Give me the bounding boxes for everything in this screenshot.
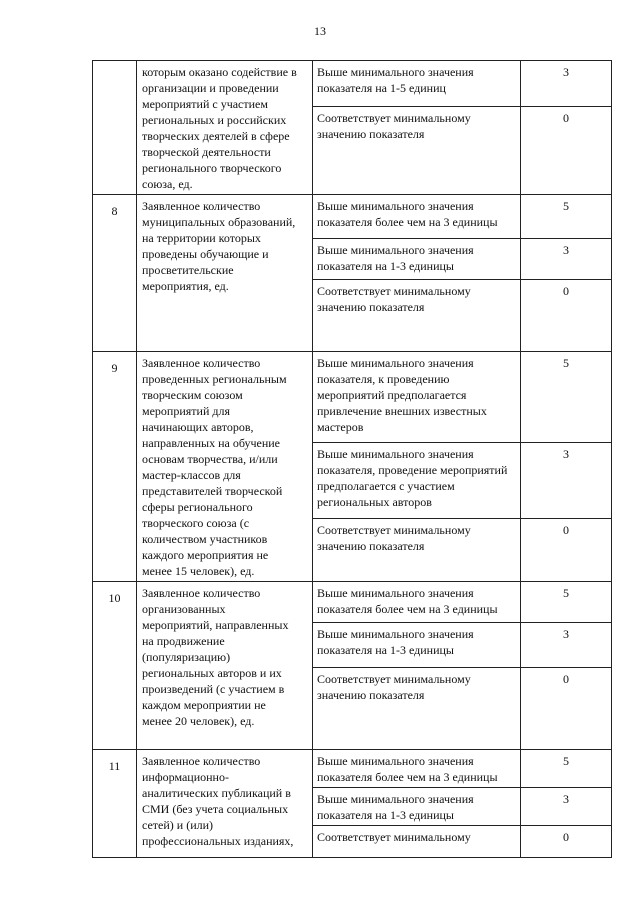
points-value: 3 (521, 61, 612, 107)
points-value: 5 (521, 195, 612, 239)
condition-text: Соответствует минимальному значению показателя (313, 280, 521, 352)
condition-text: Соответствует минимальному (313, 826, 521, 858)
condition-text: Выше минимального значения показателя, проведение мероприятий предполагается с участием региональных авторов (313, 442, 521, 518)
criterion-name: Заявленное количество информационно- аналитических публикаций в СМИ (без учета социальных сетей) и (или) профессиональных изданиях, (137, 750, 313, 858)
condition-text: Выше минимального значения показателя на 1-3 единицы (313, 239, 521, 280)
points-value: 0 (521, 280, 612, 352)
condition-text: Соответствует минимальному значению показателя (313, 668, 521, 750)
table-row (93, 352, 612, 443)
points-value: 5 (521, 750, 612, 788)
criteria-table-body (93, 61, 612, 858)
table-row (93, 195, 612, 239)
row-number: 9 (93, 352, 137, 582)
row-number: 10 (93, 582, 137, 750)
table-row (93, 750, 612, 788)
condition-text: Соответствует минимальному значению показателя (313, 107, 521, 195)
criterion-name: которым оказано содействие в организации и проведении мероприятий с участием региональных и российских творческих деятелей в сфере творческой деятельности регионального творческого союза, ед. (137, 61, 313, 195)
points-value: 0 (521, 826, 612, 858)
condition-text: Выше минимального значения показателя более чем на 3 единицы (313, 195, 521, 239)
points-value: 5 (521, 582, 612, 623)
points-value: 0 (521, 518, 612, 581)
condition-text: Выше минимального значения показателя, к проведению мероприятий предполагается привлечение внешних известных мастеров (313, 352, 521, 443)
points-value: 3 (521, 239, 612, 280)
condition-text: Выше минимального значения показателя на 1-3 единицы (313, 788, 521, 826)
criterion-name: Заявленное количество муниципальных образований, на территории которых проведены обучающие и просветительские мероприятия, ед. (137, 195, 313, 352)
points-value: 5 (521, 352, 612, 443)
row-number (93, 61, 137, 195)
points-value: 3 (521, 442, 612, 518)
table-row (93, 61, 612, 107)
condition-text: Выше минимального значения показателя на 1-3 единицы (313, 623, 521, 668)
row-number: 11 (93, 750, 137, 858)
points-value: 3 (521, 788, 612, 826)
condition-text: Выше минимального значения показателя более чем на 3 единицы (313, 750, 521, 788)
table-row (93, 582, 612, 623)
points-value: 3 (521, 623, 612, 668)
condition-text: Выше минимального значения показателя на 1-5 единиц (313, 61, 521, 107)
criteria-table (92, 60, 612, 858)
points-value: 0 (521, 668, 612, 750)
criterion-name: Заявленное количество проведенных региональным творческим союзом мероприятий для начинающих авторов, направленных на обучение основам творчества, и/или мастер-классов для представителей творческой сферы регионального творческого союза (с количеством участников каждого мероприятия не менее 15 человек), ед. (137, 352, 313, 582)
condition-text: Соответствует минимальному значению показателя (313, 518, 521, 581)
criterion-name: Заявленное количество организованных мероприятий, направленных на продвижение (популяризацию) региональных авторов и их произведений (с участием в каждом мероприятии не менее 20 человек), ед. (137, 582, 313, 750)
page-number: 13 (314, 24, 326, 38)
condition-text: Выше минимального значения показателя более чем на 3 единицы (313, 582, 521, 623)
row-number: 8 (93, 195, 137, 352)
points-value: 0 (521, 107, 612, 195)
